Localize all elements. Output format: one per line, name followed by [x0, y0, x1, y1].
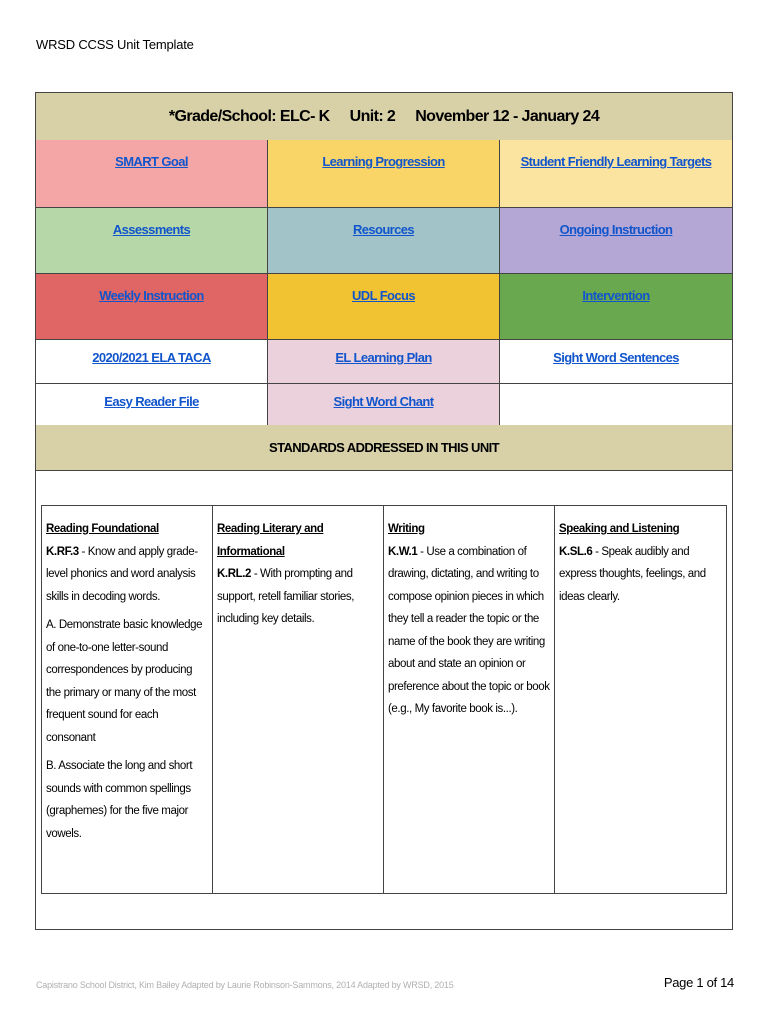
unit-label: Unit: 2: [349, 107, 396, 125]
learning-progression-cell: [268, 140, 500, 207]
document-title: WRSD CCSS Unit Template: [36, 37, 194, 52]
easy-reader-file-cell: [36, 384, 268, 426]
resource-link-grid: [36, 140, 732, 427]
resources-link[interactable]: Resources: [352, 222, 415, 237]
standard-code: K.W.1: [388, 545, 418, 558]
standard-part-b: B. Associate the long and short sounds with common spellings (graphemes) for the five major vowels.: [46, 760, 193, 840]
link-row: [36, 340, 732, 384]
easy-reader-file-link[interactable]: Easy Reader File: [104, 394, 199, 409]
el-learning-plan-link[interactable]: EL Learning Plan: [335, 350, 432, 365]
link-row: [36, 208, 732, 274]
standard-part-a: A. Demonstrate basic knowledge of one-to-one letter-sound correspondences by producing the primary or many of the most frequent sound for each consonant: [46, 619, 203, 744]
link-row: [36, 140, 732, 208]
empty-cell: [500, 384, 732, 426]
grade-school-label: *Grade/School: ELC- K: [168, 107, 330, 125]
unit-header: [36, 93, 732, 141]
reading-foundational-column: [42, 506, 213, 893]
udl-focus-cell: [268, 274, 500, 339]
weekly-instruction-cell: [36, 274, 268, 339]
intervention-link[interactable]: Intervention: [582, 288, 650, 303]
standards-table: [41, 505, 727, 894]
ongoing-instruction-cell: [500, 208, 732, 273]
smart-goal-link[interactable]: SMART Goal: [115, 154, 188, 169]
writing-heading: Writing: [388, 523, 425, 535]
sight-word-chant-link[interactable]: Sight Word Chant: [333, 394, 434, 409]
sight-word-sentences-link[interactable]: Sight Word Sentences: [553, 350, 679, 365]
standards-heading: STANDARDS ADDRESSED IN THIS UNIT: [36, 425, 732, 471]
standard-code: K.SL.6: [559, 545, 593, 558]
footer-credit: Capistrano School District, Kim Bailey Adapted by Laurie Robinson-Sammons, 2014 Adapted by WRSD, 2015: [36, 980, 454, 990]
standard-code: K.RL.2: [217, 568, 252, 580]
speaking-listening-column: [555, 506, 726, 893]
writing-column: [384, 506, 555, 893]
standard-text: - With prompting and support, retell familiar stories, including key details.: [217, 568, 354, 625]
reading-literary-column: [213, 506, 384, 893]
smart-goal-cell: [36, 140, 268, 207]
reading-foundational-heading: Reading Foundational: [46, 523, 159, 535]
assessments-link[interactable]: Assessments: [112, 222, 191, 237]
unit-dates: November 12 - January 24: [415, 107, 600, 125]
speaking-listening-heading: Speaking and Listening: [559, 523, 680, 535]
el-learning-plan-cell: [268, 340, 500, 383]
ongoing-instruction-link[interactable]: Ongoing Instruction: [559, 222, 673, 237]
reading-literary-heading: Reading Literary and Informational: [217, 523, 324, 558]
standard-text: - Know and apply grade-level phonics and word analysis skills in decoding words.: [46, 545, 198, 603]
resources-cell: [268, 208, 500, 273]
learning-targets-cell: [500, 140, 732, 207]
unit-template-table: [35, 92, 733, 930]
learning-targets-link[interactable]: Student Friendly Learning Targets: [520, 154, 712, 169]
link-row: [36, 384, 732, 427]
standard-text: - Use a combination of drawing, dictating, and writing to compose opinion pieces in which they tell a reader the topic or the name of the book they are writing about and state an opinion or preference about the topic or book (e.g., My favorite book is...).: [388, 545, 550, 715]
udl-focus-link[interactable]: UDL Focus: [352, 288, 415, 303]
assessments-cell: [36, 208, 268, 273]
learning-progression-link[interactable]: Learning Progression: [322, 154, 445, 169]
ela-taca-link[interactable]: 2020/2021 ELA TACA: [92, 350, 211, 365]
page-number: Page 1 of 14: [663, 975, 734, 990]
sight-word-sentences-cell: [500, 340, 732, 383]
ela-taca-cell: [36, 340, 268, 383]
weekly-instruction-link[interactable]: Weekly Instruction: [99, 288, 204, 303]
standard-code: K.RF.3: [46, 545, 79, 558]
link-row: [36, 274, 732, 340]
intervention-cell: [500, 274, 732, 339]
standard-text: - Speak audibly and express thoughts, feelings, and ideas clearly.: [559, 545, 706, 603]
sight-word-chant-cell: [268, 384, 500, 426]
